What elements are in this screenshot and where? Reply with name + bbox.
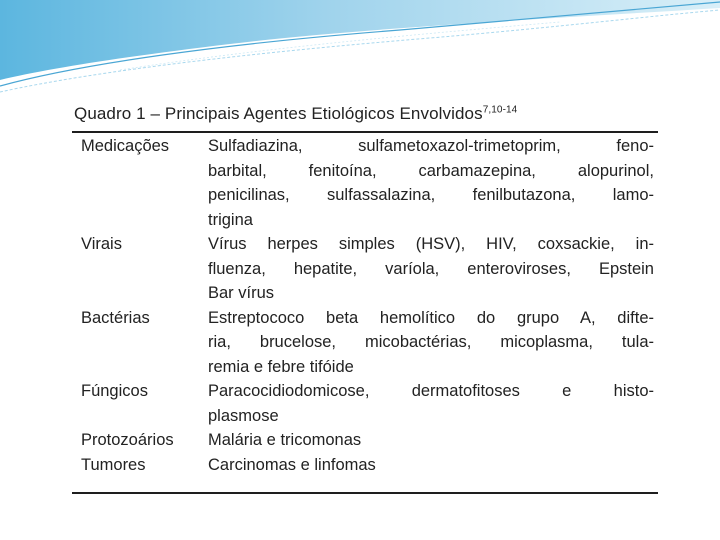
- agents-cell: [208, 428, 658, 453]
- agents-line: plasmose: [208, 406, 279, 425]
- agents-line: fluenza, hepatite, varíola, enteroviroses, Epstein: [208, 259, 654, 278]
- table-row: [72, 306, 658, 380]
- agents-line: Paracocidiodomicose, dermatofitoses e histo-: [208, 382, 654, 400]
- agents-line: trigina: [208, 210, 253, 229]
- category-cell: Medicações: [81, 137, 170, 155]
- title-references: 7,10-14: [482, 104, 518, 116]
- agents-line: barbital, fenitoína, carbamazepina, alopurinol,: [208, 161, 654, 180]
- agents-line: Carcinomas e linfomas: [208, 455, 376, 474]
- table-row: [72, 453, 658, 478]
- scanned-table: [64, 98, 658, 498]
- agents-line: Estreptococo beta hemolítico do grupo A, difte-: [208, 308, 654, 327]
- decorative-swoosh: [0, 0, 720, 110]
- table-row: [72, 134, 658, 232]
- agents-cell: [208, 134, 658, 232]
- bottom-rule: [72, 492, 658, 494]
- table-row: [72, 379, 658, 428]
- agents-cell: [208, 453, 658, 478]
- category-cell: Virais: [81, 235, 122, 253]
- agents-cell: [208, 379, 658, 428]
- agents-line: penicilinas, sulfassalazina, fenilbutazona, lamo-: [208, 186, 654, 204]
- agents-cell: [208, 232, 658, 306]
- agents-line: ria, brucelose, micobactérias, micoplasma, tula-: [208, 333, 654, 351]
- table-title: Quadro 1 – Principais Agentes Etiológicos Envolvidos$^{7,10-14}$: [74, 104, 518, 123]
- category-cell: Bactérias: [81, 308, 150, 327]
- agents-line: Sulfadiazina, sulfametoxazol-trimetoprim, feno-: [208, 137, 654, 155]
- agents-line: Vírus herpes simples (HSV), HIV, coxsackie, in-: [208, 235, 654, 253]
- table-row: [72, 232, 658, 306]
- agents-line: Bar vírus: [208, 284, 275, 302]
- table-row: [72, 428, 658, 453]
- agents-line: Malária e tricomonas: [208, 431, 362, 449]
- category-cell: Protozoários: [81, 431, 174, 449]
- category-cell: Fúngicos: [81, 382, 148, 400]
- agents-line: remia e febre tifóide: [208, 357, 354, 376]
- top-rule: [72, 131, 658, 133]
- category-cell: Tumores: [81, 455, 146, 474]
- table-body: [72, 134, 658, 477]
- agents-cell: [208, 306, 658, 380]
